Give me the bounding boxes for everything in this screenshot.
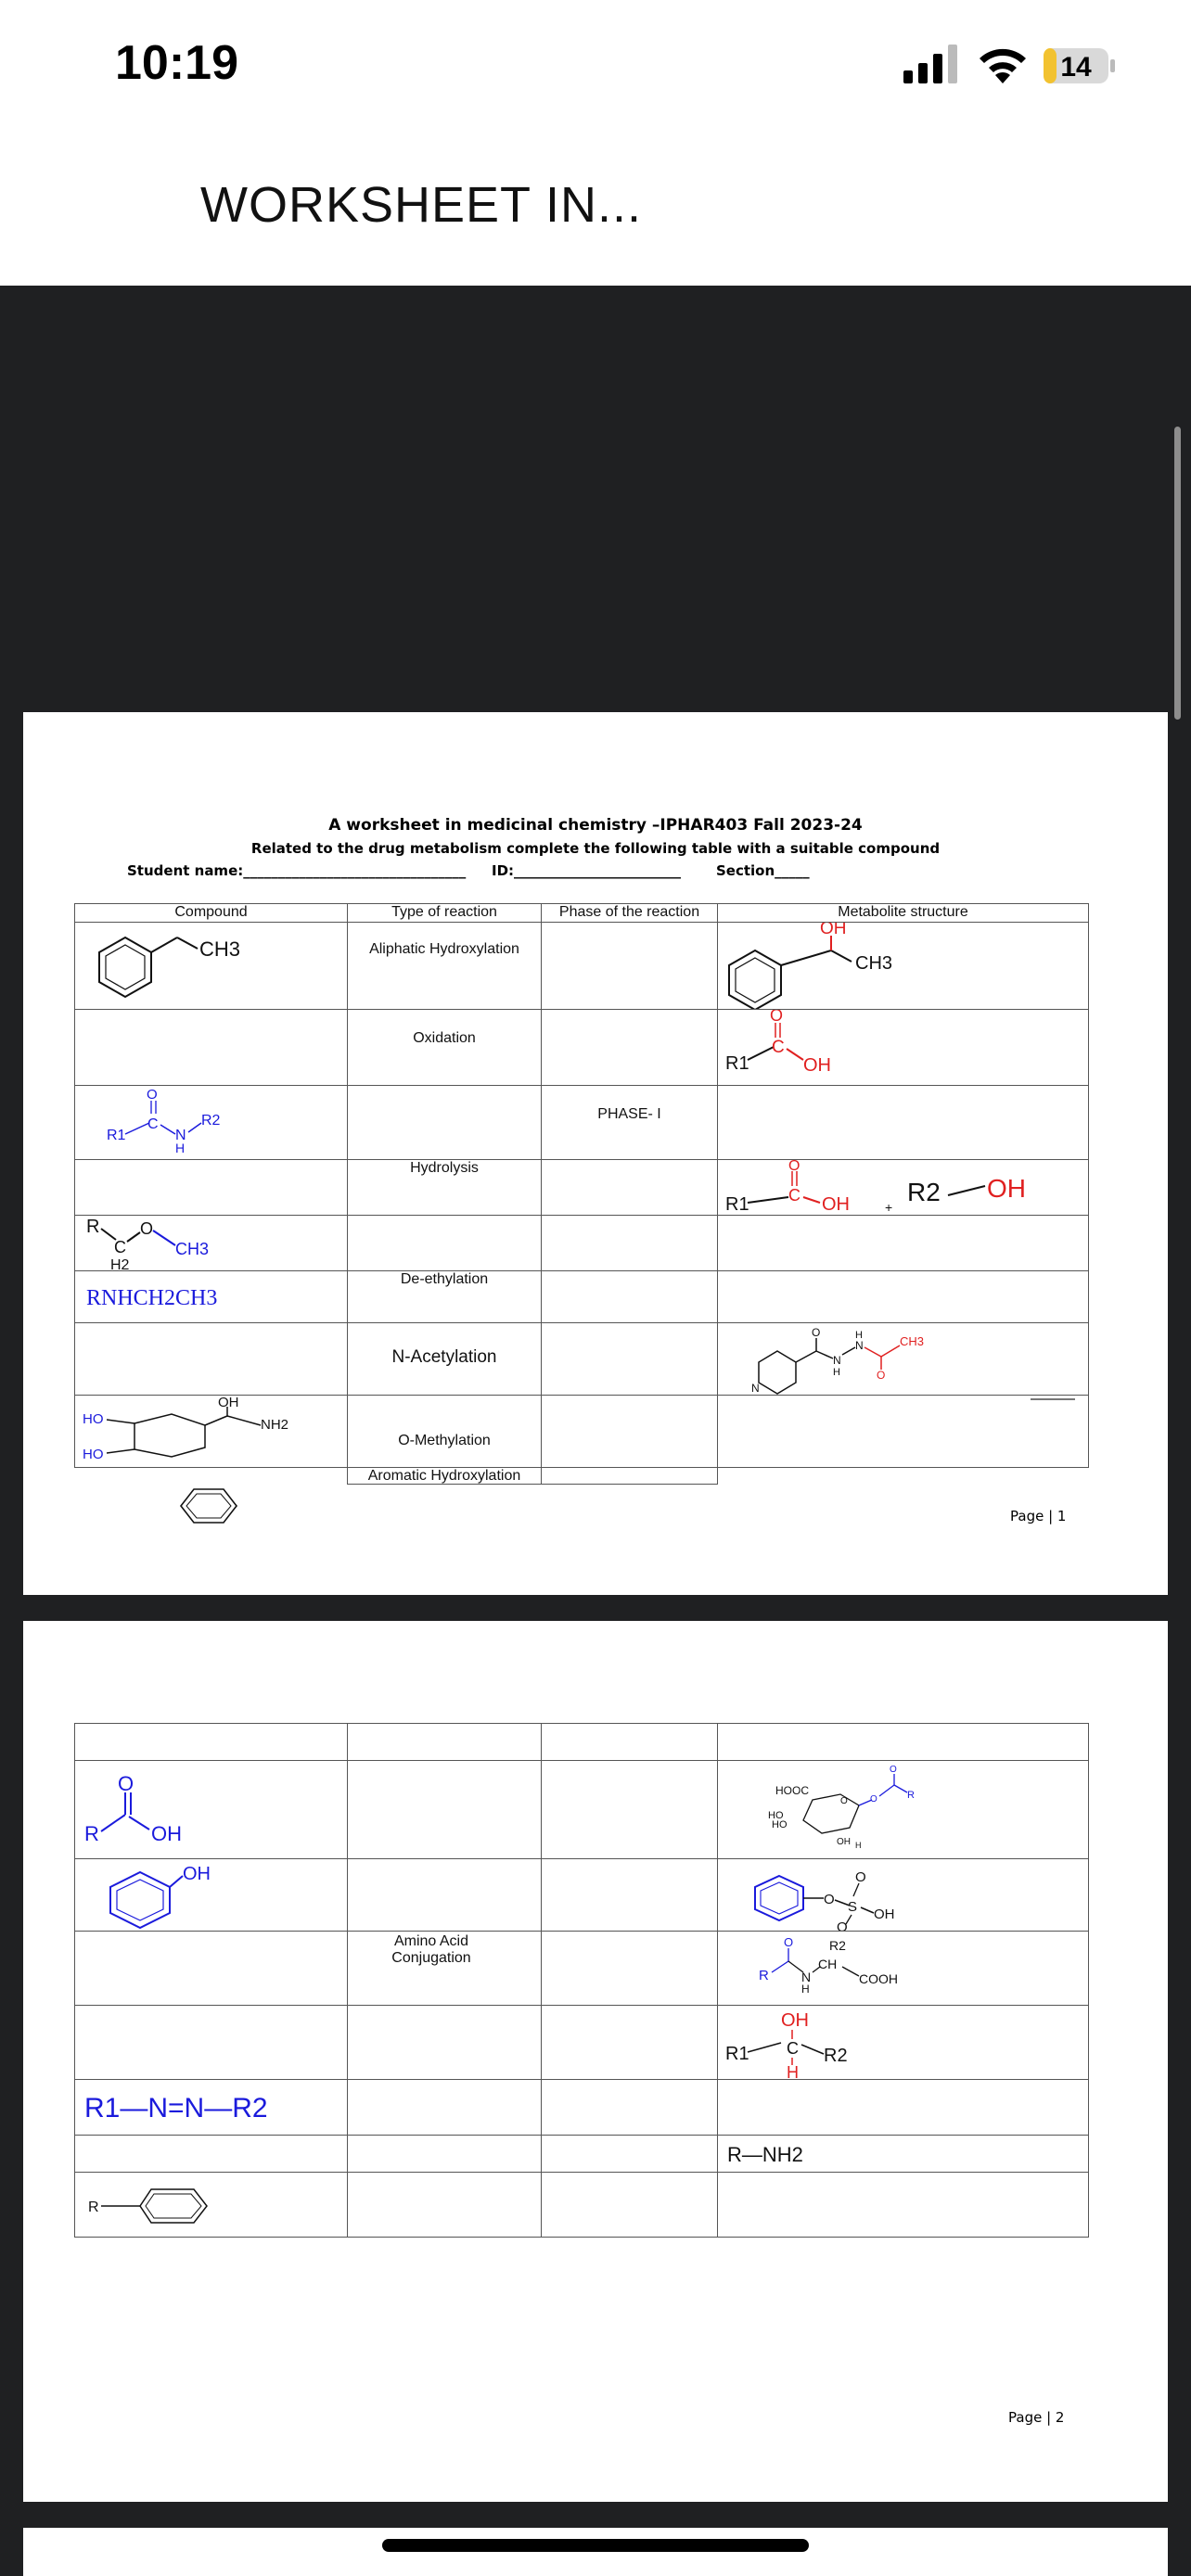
aryl-structure [84, 2180, 270, 2236]
svg-text:O: O [770, 1010, 784, 1025]
svg-text:O: O [784, 1935, 794, 1949]
student-name-field: Student name:________________________________ [127, 862, 467, 879]
id-field: ID:________________________ [492, 862, 682, 879]
hydrolysis-products-structure [722, 1160, 1089, 1216]
header-compound: Compound [75, 904, 348, 923]
svg-text:C: C [114, 1238, 126, 1256]
battery-icon [1043, 45, 1117, 87]
scrollbar[interactable] [1174, 427, 1181, 720]
svg-text:O: O [812, 1326, 821, 1339]
acetyl-hydrazide-structure [740, 1325, 963, 1396]
table-row [75, 1724, 1089, 1761]
glucuronide-structure [749, 1763, 972, 1855]
svg-text:N: N [855, 1339, 864, 1352]
table-row [75, 2006, 1089, 2080]
svg-text:H: H [175, 1141, 186, 1155]
svg-text:N: N [833, 1354, 841, 1367]
header-phase: Phase of the reaction [542, 904, 718, 923]
carboxylic-acid-structure [722, 1010, 907, 1084]
table-row [75, 1271, 1089, 1323]
svg-text:R: R [759, 1968, 769, 1983]
metabolism-table-2 [74, 1723, 1089, 2238]
svg-text:H: H [855, 1330, 863, 1341]
svg-text:OH: OH [218, 1396, 239, 1410]
table-row [75, 1859, 1089, 1932]
status-bar [0, 0, 1191, 139]
svg-text:OH: OH [183, 1864, 211, 1884]
svg-text:R: R [88, 2200, 99, 2215]
svg-text:O: O [877, 1369, 886, 1382]
svg-text:NH2: NH2 [261, 1417, 289, 1433]
reaction-type: Aromatic Hydroxylation [367, 1468, 521, 1484]
svg-text:HO: HO [83, 1447, 104, 1462]
svg-text:C: C [147, 1116, 159, 1132]
svg-text:O: O [140, 1219, 154, 1238]
svg-text:O: O [788, 1160, 800, 1174]
phase-label: PHASE- I [597, 1106, 661, 1122]
table-row [75, 2136, 1089, 2173]
reaction-type: N-Acetylation [391, 1347, 497, 1367]
svg-text:OH: OH [803, 1055, 831, 1076]
svg-text:C: C [787, 2039, 799, 2058]
amine-structure: RNHCH2CH3 [86, 1286, 218, 1310]
status-time: 10:19 [115, 36, 238, 90]
svg-text:O: O [855, 1869, 866, 1885]
svg-text:H2: H2 [110, 1257, 130, 1271]
sulfate-conjugate-structure [746, 1859, 968, 1932]
document-toolbar [0, 139, 1191, 286]
page-number-2: Page | 2 [1008, 2409, 1065, 2426]
svg-text:R1: R1 [725, 1053, 749, 1074]
table-row [75, 1160, 1089, 1216]
table-row [75, 1323, 1089, 1396]
svg-text:O: O [837, 1919, 848, 1932]
svg-text:HO: HO [768, 1810, 784, 1821]
page-1 [23, 712, 1168, 1595]
svg-text:O: O [840, 1796, 848, 1806]
svg-text:HO: HO [83, 1411, 104, 1427]
table-row [75, 1396, 1089, 1468]
amide-structure [103, 1086, 288, 1158]
secondary-alcohol-structure [722, 2006, 907, 2080]
svg-text:R: R [84, 1822, 99, 1845]
table-row [75, 1761, 1089, 1859]
acid-structure [79, 1765, 264, 1857]
svg-text:CH: CH [818, 1957, 838, 1971]
svg-text:H: H [801, 1983, 810, 1996]
svg-text:CH3: CH3 [199, 937, 241, 961]
table-row [75, 1216, 1089, 1271]
svg-text:OH: OH [822, 1194, 850, 1215]
azo-compound-structure: R1—N=N—R2 [84, 2093, 268, 2123]
svg-text:N: N [801, 1970, 812, 1984]
header-metabolite: Metabolite structure [718, 904, 1089, 923]
table-row [75, 1010, 1089, 1086]
ester-structure [83, 1216, 268, 1271]
svg-text:OH: OH [987, 1174, 1026, 1203]
battery-level: 14 [1060, 52, 1092, 83]
svg-text:COOH: COOH [859, 1971, 898, 1986]
svg-text:S: S [848, 1899, 858, 1915]
svg-text:O: O [870, 1794, 877, 1804]
svg-text:R1: R1 [725, 2044, 749, 2064]
phenol-structure [103, 1859, 288, 1932]
svg-text:OH: OH [874, 1906, 895, 1922]
svg-text:R1: R1 [725, 1194, 749, 1215]
table-row [75, 2173, 1089, 2238]
table-row [75, 1086, 1089, 1160]
table-row [75, 1932, 1089, 2006]
svg-text:OH: OH [781, 2010, 809, 2031]
amine-product-structure: R—NH2 [727, 2143, 803, 2166]
toluene-structure [84, 925, 270, 1004]
home-indicator[interactable] [382, 2539, 809, 2552]
svg-text:C: C [788, 1186, 800, 1205]
reaction-type: Hydrolysis [410, 1160, 479, 1176]
svg-text:CH3: CH3 [900, 1334, 925, 1348]
svg-text:O: O [890, 1765, 897, 1775]
header-type: Type of reaction [348, 904, 542, 923]
svg-text:N: N [175, 1128, 186, 1143]
svg-text:H: H [855, 1841, 862, 1850]
svg-text:OH: OH [820, 919, 847, 938]
section-field: Section_____ [716, 862, 810, 879]
wifi-icon [976, 43, 1030, 85]
catecholamine-structure [79, 1396, 339, 1468]
svg-text:R2: R2 [201, 1113, 221, 1129]
page-2 [23, 1621, 1168, 2502]
worksheet-heading: A worksheet in medicinal chemistry –IPHAR403 Fall 2023-24 [328, 816, 863, 835]
svg-text:R: R [86, 1217, 100, 1237]
svg-text:CH3: CH3 [855, 953, 893, 974]
table-row [75, 1468, 1089, 1485]
page-3-partial [23, 2528, 1168, 2576]
svg-text:H: H [833, 1367, 840, 1378]
table-side-line [1031, 1398, 1075, 1400]
svg-text:O: O [118, 1772, 134, 1795]
reaction-type: O-Methylation [398, 1433, 491, 1448]
metabolism-table-1 [74, 903, 1089, 1485]
document-title: WORKSHEET IN... [200, 177, 643, 233]
svg-text:CH3: CH3 [175, 1240, 210, 1258]
svg-text:+: + [885, 1200, 893, 1215]
table-header-row [75, 904, 1089, 923]
svg-text:R2: R2 [907, 1178, 941, 1206]
svg-text:OH: OH [837, 1837, 851, 1847]
cellular-signal-icon [903, 45, 963, 85]
table-row [75, 923, 1089, 1010]
svg-text:HOOC: HOOC [775, 1784, 809, 1797]
svg-text:R2: R2 [824, 2046, 848, 2066]
hydroxylated-toluene-structure [722, 919, 963, 1010]
reaction-type: Aliphatic Hydroxylation [369, 941, 519, 957]
reaction-type: Amino Acid Conjugation [391, 1933, 471, 1966]
page-number-1: Page | 1 [1010, 1508, 1067, 1524]
svg-text:C: C [772, 1038, 785, 1057]
svg-text:O: O [147, 1087, 158, 1103]
svg-text:N: N [751, 1382, 760, 1395]
svg-text:R: R [907, 1790, 915, 1801]
benzene-structure [179, 1487, 238, 1524]
svg-text:H: H [787, 2063, 799, 2080]
reaction-type: Oxidation [413, 1030, 476, 1046]
table-row [75, 2080, 1089, 2136]
worksheet-subheading: Related to the drug metabolism complete the following table with a suitable compound [250, 840, 941, 857]
amino-acid-conjugate-structure [755, 1932, 978, 2006]
svg-text:R1: R1 [107, 1128, 126, 1143]
svg-text:R2: R2 [829, 1938, 846, 1953]
svg-text:HO: HO [772, 1819, 788, 1830]
reaction-type: De-ethylation [400, 1271, 489, 1287]
svg-text:O: O [824, 1892, 835, 1907]
svg-text:OH: OH [151, 1822, 182, 1845]
